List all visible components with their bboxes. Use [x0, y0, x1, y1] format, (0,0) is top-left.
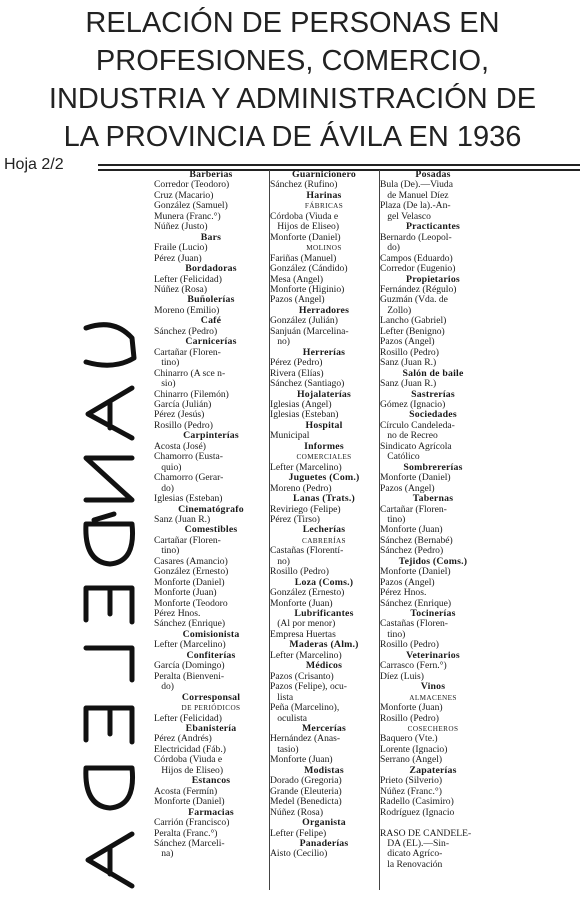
listing-entry: Monforte (Daniel) — [270, 231, 341, 243]
page-title — [0, 4, 585, 156]
listing-entry: la Renovación — [380, 858, 443, 870]
listing-entry: Bernardo (Leopol- — [380, 231, 452, 243]
listing-entry: Zollo) — [380, 304, 412, 316]
category-heading: Vinos — [420, 681, 446, 693]
listing-entry: Guzmán (Vda. de — [380, 294, 448, 306]
listing-entry: González (Samuel) — [154, 200, 228, 212]
title-line-2: PROFESIONES, COMERCIO, — [95, 45, 490, 77]
listing-entry: Fraile (Lucio) — [154, 242, 208, 254]
category-heading: Comisionista — [182, 628, 240, 640]
listing-entry: Radello (Casimiro) — [380, 796, 454, 808]
category-subheading: COMERCIALES — [296, 453, 352, 462]
category-heading: Informes — [304, 440, 344, 452]
listing-entry: Lefter (Felipe) — [270, 827, 327, 839]
listing-entry: dicato Agríco- — [380, 848, 443, 860]
listing-entry: Iglesias (Esteban) — [270, 409, 339, 421]
listing-entry: Sindicato Agrícola — [380, 440, 452, 452]
listing-entry: oculista — [270, 712, 308, 724]
category-heading: Modistas — [304, 764, 344, 776]
category-subheading: MOLINOS — [306, 244, 342, 253]
listing-entry: Rosillo (Pedro) — [380, 712, 439, 724]
listing-entry: Monforte (Daniel) — [380, 472, 451, 484]
listing-entry: Campos (Eduardo) — [380, 252, 453, 264]
listing-entry: Corredor (Eugenio) — [380, 263, 456, 275]
listing-entry: Monforte (Juan) — [380, 702, 443, 714]
category-heading: Bars — [200, 231, 222, 243]
listing-entry: Hijos de Eliseo) — [154, 764, 224, 776]
listing-entry: Electricidad (Fáb.) — [154, 743, 226, 755]
category-heading: Estancos — [191, 775, 231, 787]
listing-entry: Carrasco (Fern.°) — [380, 660, 447, 672]
listing-entry: Municipal — [270, 430, 310, 442]
listing-entry: Rosillo (Pedro) — [380, 639, 439, 651]
category-heading: Posadas — [415, 170, 451, 180]
listing-entry: Peña (Marcelino), — [270, 702, 340, 714]
listing-entry: Acosta (Fermín) — [154, 785, 218, 797]
listing-entry: Plaza (De la).-An- — [380, 200, 451, 212]
listing-entry: sio) — [154, 378, 176, 390]
category-heading: Propietarios — [406, 273, 460, 285]
category-heading: Lanas (Trats.) — [293, 493, 355, 505]
category-heading: Médicos — [305, 660, 343, 672]
category-heading: Comestibles — [184, 524, 238, 536]
listing-entry: Chinarro (A sce n- — [154, 367, 226, 379]
category-heading: Tabernas — [412, 493, 454, 505]
listing-entry: Reviriego (Felipe) — [270, 503, 341, 515]
listing-entry: Rosillo (Pedro) — [154, 419, 213, 431]
category-subheading: DE PERIÓDICOS — [181, 704, 241, 713]
listing-entry: Iglesias (Esteban) — [154, 493, 223, 505]
category-heading: Carnicerías — [185, 336, 237, 348]
directory-column-3 — [380, 170, 486, 870]
listing-entry: Monforte (Daniel) — [380, 566, 451, 578]
listing-entry: Monforte (Teodoro — [154, 597, 228, 609]
listing-entry: Cartañar (Floren- — [154, 534, 221, 546]
header-rule-top — [98, 164, 580, 166]
listing-entry: Pazos (Angel) — [270, 294, 325, 306]
listing-entry: Cartañar (Floren- — [154, 346, 221, 358]
listing-entry: Hernández (Anas- — [270, 733, 341, 745]
category-heading: Guarnicionero — [292, 170, 356, 180]
category-heading: Lecherías — [302, 524, 346, 536]
listing-entry: Pérez (Juan) — [154, 252, 202, 264]
listing-entry: Córdoba (Viuda e — [154, 754, 223, 766]
listing-entry: tino) — [154, 545, 180, 557]
category-subheading: CABRERÍAS — [302, 536, 346, 545]
listing-entry: do) — [380, 242, 400, 254]
listing-entry: Monforte (Juan) — [270, 754, 333, 766]
listing-entry: (Al por menor) — [270, 618, 336, 630]
category-heading: Sociedades — [409, 409, 457, 421]
title-line-1: RELACIÓN DE PERSONAS EN — [85, 7, 500, 39]
listing-entry: Córdoba (Viuda e — [270, 210, 339, 222]
listing-entry: Sánchez (Pedro) — [154, 325, 218, 337]
category-heading: Lubrificantes — [294, 608, 354, 620]
listing-entry: tino) — [154, 357, 180, 369]
listing-entry: gel Velasco — [380, 210, 431, 222]
listing-entry: García (Julián) — [154, 398, 212, 410]
listing-entry: de Manuel Díez — [380, 189, 449, 201]
listing-entry: Rivera (Elías) — [270, 367, 324, 379]
category-heading: Sastrerías — [411, 388, 455, 400]
listing-entry: Católico — [380, 451, 420, 463]
listing-entry: Mesa (Angel) — [270, 273, 324, 285]
listing-entry: Grande (Eleuteria) — [270, 785, 342, 797]
listing-entry: Monforte (Juan) — [380, 524, 443, 536]
category-subheading: COSECHEROS — [407, 725, 459, 734]
listing-entry: Pérez Hnos. — [154, 608, 201, 620]
category-heading: Veterinarios — [406, 649, 460, 661]
listing-entry: Sánchez (Pedro) — [380, 545, 444, 557]
listing-entry: DA (EL).—Sin- — [380, 838, 450, 849]
listing-entry: Sanz (Juan R.) — [380, 357, 437, 369]
listing-entry: tasio) — [270, 743, 299, 755]
listing-entry: Moreno (Pedro) — [270, 482, 332, 494]
category-heading: Carpinterías — [183, 430, 239, 442]
listing-entry: Acosta (José) — [154, 440, 206, 452]
listing-entry: Gómez (Ignacio) — [380, 398, 446, 410]
listing-entry: González (Cándido) — [270, 263, 348, 275]
listing-entry: Sánchez (Marceli- — [154, 838, 225, 849]
listing-entry: García (Domingo) — [154, 660, 225, 672]
listing-entry: Moreno (Emilio) — [154, 304, 220, 316]
listing-entry: Peralta (Bienveni- — [154, 670, 225, 682]
listing-entry: Castañas (Florentí- — [270, 545, 344, 557]
listing-entry: Sanjuán (Marcelina- — [270, 325, 349, 337]
title-line-3: INDUSTRIA Y ADMINISTRACIÓN DE — [48, 83, 537, 115]
listing-entry: Peralta (Franc.°) — [154, 827, 218, 839]
listing-entry: Lefter (Benigno) — [380, 325, 445, 337]
listing-entry: Sánchez (Bernabé) — [380, 534, 453, 546]
category-heading: Hojalaterías — [296, 388, 352, 400]
listing-entry: Fariñas (Manuel) — [270, 252, 337, 264]
listing-entry: Serrano (Angel) — [380, 754, 443, 766]
directory-column-1 — [154, 170, 268, 860]
listing-entry: Monforte (Daniel) — [154, 576, 225, 588]
category-heading: Barberías — [189, 170, 233, 180]
listing-entry: Círculo Candeleda- — [380, 419, 455, 431]
listing-entry: Chinarro (Filemón) — [154, 388, 229, 400]
listing-entry: tino) — [380, 513, 406, 525]
listing-entry: González (Ernesto) — [270, 587, 345, 599]
listing-entry: tino) — [380, 628, 406, 640]
listing-entry: Sánchez (Enrique) — [380, 597, 452, 609]
listing-entry: Lefter (Marcelino) — [154, 639, 226, 651]
listing-entry: Bula (De).—Viuda — [380, 179, 453, 191]
category-heading: Hospital — [305, 419, 343, 431]
category-heading: Tejidos (Coms.) — [398, 555, 468, 567]
listing-entry: Lefter (Felicidad) — [154, 712, 222, 724]
listing-entry: Prieto (Silverio) — [380, 775, 443, 787]
listing-entry: Cartañar (Floren- — [380, 503, 447, 515]
listing-entry: González (Ernesto) — [154, 566, 229, 578]
listing-entry: Pérez (Jesús) — [154, 409, 205, 421]
listing-entry: Pazos (Felipe), ocu- — [270, 681, 347, 693]
listing-entry: na) — [154, 848, 174, 860]
category-heading: Loza (Coms.) — [294, 576, 354, 588]
category-heading: Maderas (Alm.) — [289, 639, 359, 651]
title-line-4: LA PROVINCIA DE ÁVILA EN 1936 — [63, 121, 522, 153]
category-heading: Panaderías — [299, 838, 349, 849]
listing-entry: Chamorro (Eusta- — [154, 451, 224, 463]
listing-entry: Lorente (Ignacio) — [380, 743, 448, 755]
listing-entry: Pérez (Pedro) — [270, 357, 323, 369]
listing-entry: Núñez (Rosa) — [270, 806, 324, 818]
category-heading: Bordadoras — [185, 263, 237, 275]
listing-entry: quio) — [154, 461, 182, 473]
category-heading: Corresponsal — [181, 691, 241, 703]
listing-entry: Rodríguez (Ignacio — [380, 806, 455, 818]
listing-entry: Baquero (Vte.) — [380, 733, 438, 745]
listing-entry: Pazos (Angel) — [380, 336, 435, 348]
listing-entry: Sanz (Juan R.) — [154, 513, 211, 525]
category-heading: Herrerías — [302, 346, 346, 358]
listing-entry: Empresa Huertas — [270, 628, 336, 640]
listing-entry: Sánchez (Santiago) — [270, 378, 345, 390]
listing-entry: do) — [154, 482, 174, 494]
category-heading: Buñolerías — [187, 294, 235, 306]
category-heading: Sombrererías — [403, 461, 463, 473]
category-heading: Farmacias — [188, 806, 234, 818]
listing-entry — [380, 818, 486, 828]
category-heading: Confiterías — [186, 649, 236, 661]
listing-entry: Chamorro (Gerar- — [154, 472, 224, 484]
listing-entry: Rosillo (Pedro) — [380, 346, 439, 358]
listing-entry: Monforte (Daniel) — [154, 796, 225, 808]
category-heading: Juguetes (Com.) — [288, 472, 360, 484]
listing-entry: Fernández (Régulo) — [380, 283, 457, 295]
listing-entry: Pazos (Angel) — [380, 576, 435, 588]
category-heading: Practicantes — [405, 221, 461, 233]
listing-entry: Munera (Franc.°) — [154, 210, 221, 222]
listing-entry: Díez (Luis) — [380, 670, 424, 682]
category-heading: Harinas — [306, 189, 342, 201]
listing-entry: Núñez (Franc.°) — [380, 785, 442, 797]
listing-entry: Pérez (Tirso) — [270, 513, 321, 525]
listing-entry: Monforte (Juan) — [154, 587, 217, 599]
listing-entry: Lefter (Marcelino) — [270, 461, 342, 473]
listing-entry: no de Recreo — [380, 430, 438, 442]
category-heading: Ebanistería — [185, 723, 237, 735]
listing-entry: Pazos (Angel) — [380, 482, 435, 494]
listing-entry: González (Julián) — [270, 315, 338, 327]
listing-entry: Hijos de Eliseo) — [270, 221, 340, 233]
category-heading: Café — [200, 315, 222, 327]
listing-entry: Carrión (Francisco) — [154, 817, 230, 829]
listing-entry: Dorado (Gregoria) — [270, 775, 342, 787]
category-heading: Mercerías — [301, 723, 347, 735]
handwritten-candeleda — [74, 318, 144, 898]
category-subheading: FÁBRICAS — [304, 202, 344, 211]
listing-entry: Monforte (Juan) — [270, 597, 333, 609]
directory-clipping — [146, 170, 582, 890]
listing-entry: Cruz (Macario) — [154, 189, 214, 201]
category-heading: Organista — [302, 817, 346, 829]
listing-entry: Rosillo (Pedro) — [270, 566, 329, 578]
listing-entry: Lancho (Gabriel) — [380, 315, 447, 327]
listing-entry: Núñez (Justo) — [154, 221, 208, 233]
listing-entry: Pazos (Crisanto) — [270, 670, 334, 682]
listing-entry: Aisto (Cecilio) — [270, 848, 328, 860]
category-heading: Cinematógrafo — [178, 503, 244, 515]
listing-entry: Sánchez (Enrique) — [154, 618, 226, 630]
listing-entry: Casares (Amancio) — [154, 555, 228, 567]
listing-entry: lista — [270, 691, 294, 703]
listing-entry: no) — [270, 555, 290, 567]
listing-entry: Iglesias (Angel) — [270, 398, 332, 410]
listing-entry: Pérez (Andrés) — [154, 733, 212, 745]
listing-entry: Lefter (Marcelino) — [270, 649, 342, 661]
listing-entry: no) — [270, 336, 290, 348]
category-heading: Tocinerías — [410, 608, 456, 620]
listing-entry: Sánchez (Rufino) — [270, 179, 338, 191]
listing-entry: Corredor (Teodoro) — [154, 179, 230, 191]
listing-entry: Pérez Hnos. — [380, 587, 427, 599]
listing-entry: Lefter (Felicidad) — [154, 273, 222, 285]
category-subheading: ALMACENES — [409, 693, 457, 702]
listing-entry: Monforte (Higinio) — [270, 283, 345, 295]
listing-entry: Núñez (Rosa) — [154, 283, 208, 295]
listing-entry: Castañas (Floren- — [380, 618, 448, 630]
listing-entry: Medel (Benedicta) — [270, 796, 342, 808]
listing-entry: RASO DE CANDELE- — [380, 827, 472, 839]
sheet-label: Hoja 2/2 — [4, 156, 64, 173]
category-heading: Zapaterías — [409, 764, 457, 776]
listing-entry: do) — [154, 681, 174, 693]
category-heading: Salón de baile — [402, 367, 464, 379]
directory-column-2 — [270, 170, 378, 860]
category-heading: Herradores — [298, 304, 350, 316]
listing-entry: Sanz (Juan R.) — [380, 378, 437, 390]
